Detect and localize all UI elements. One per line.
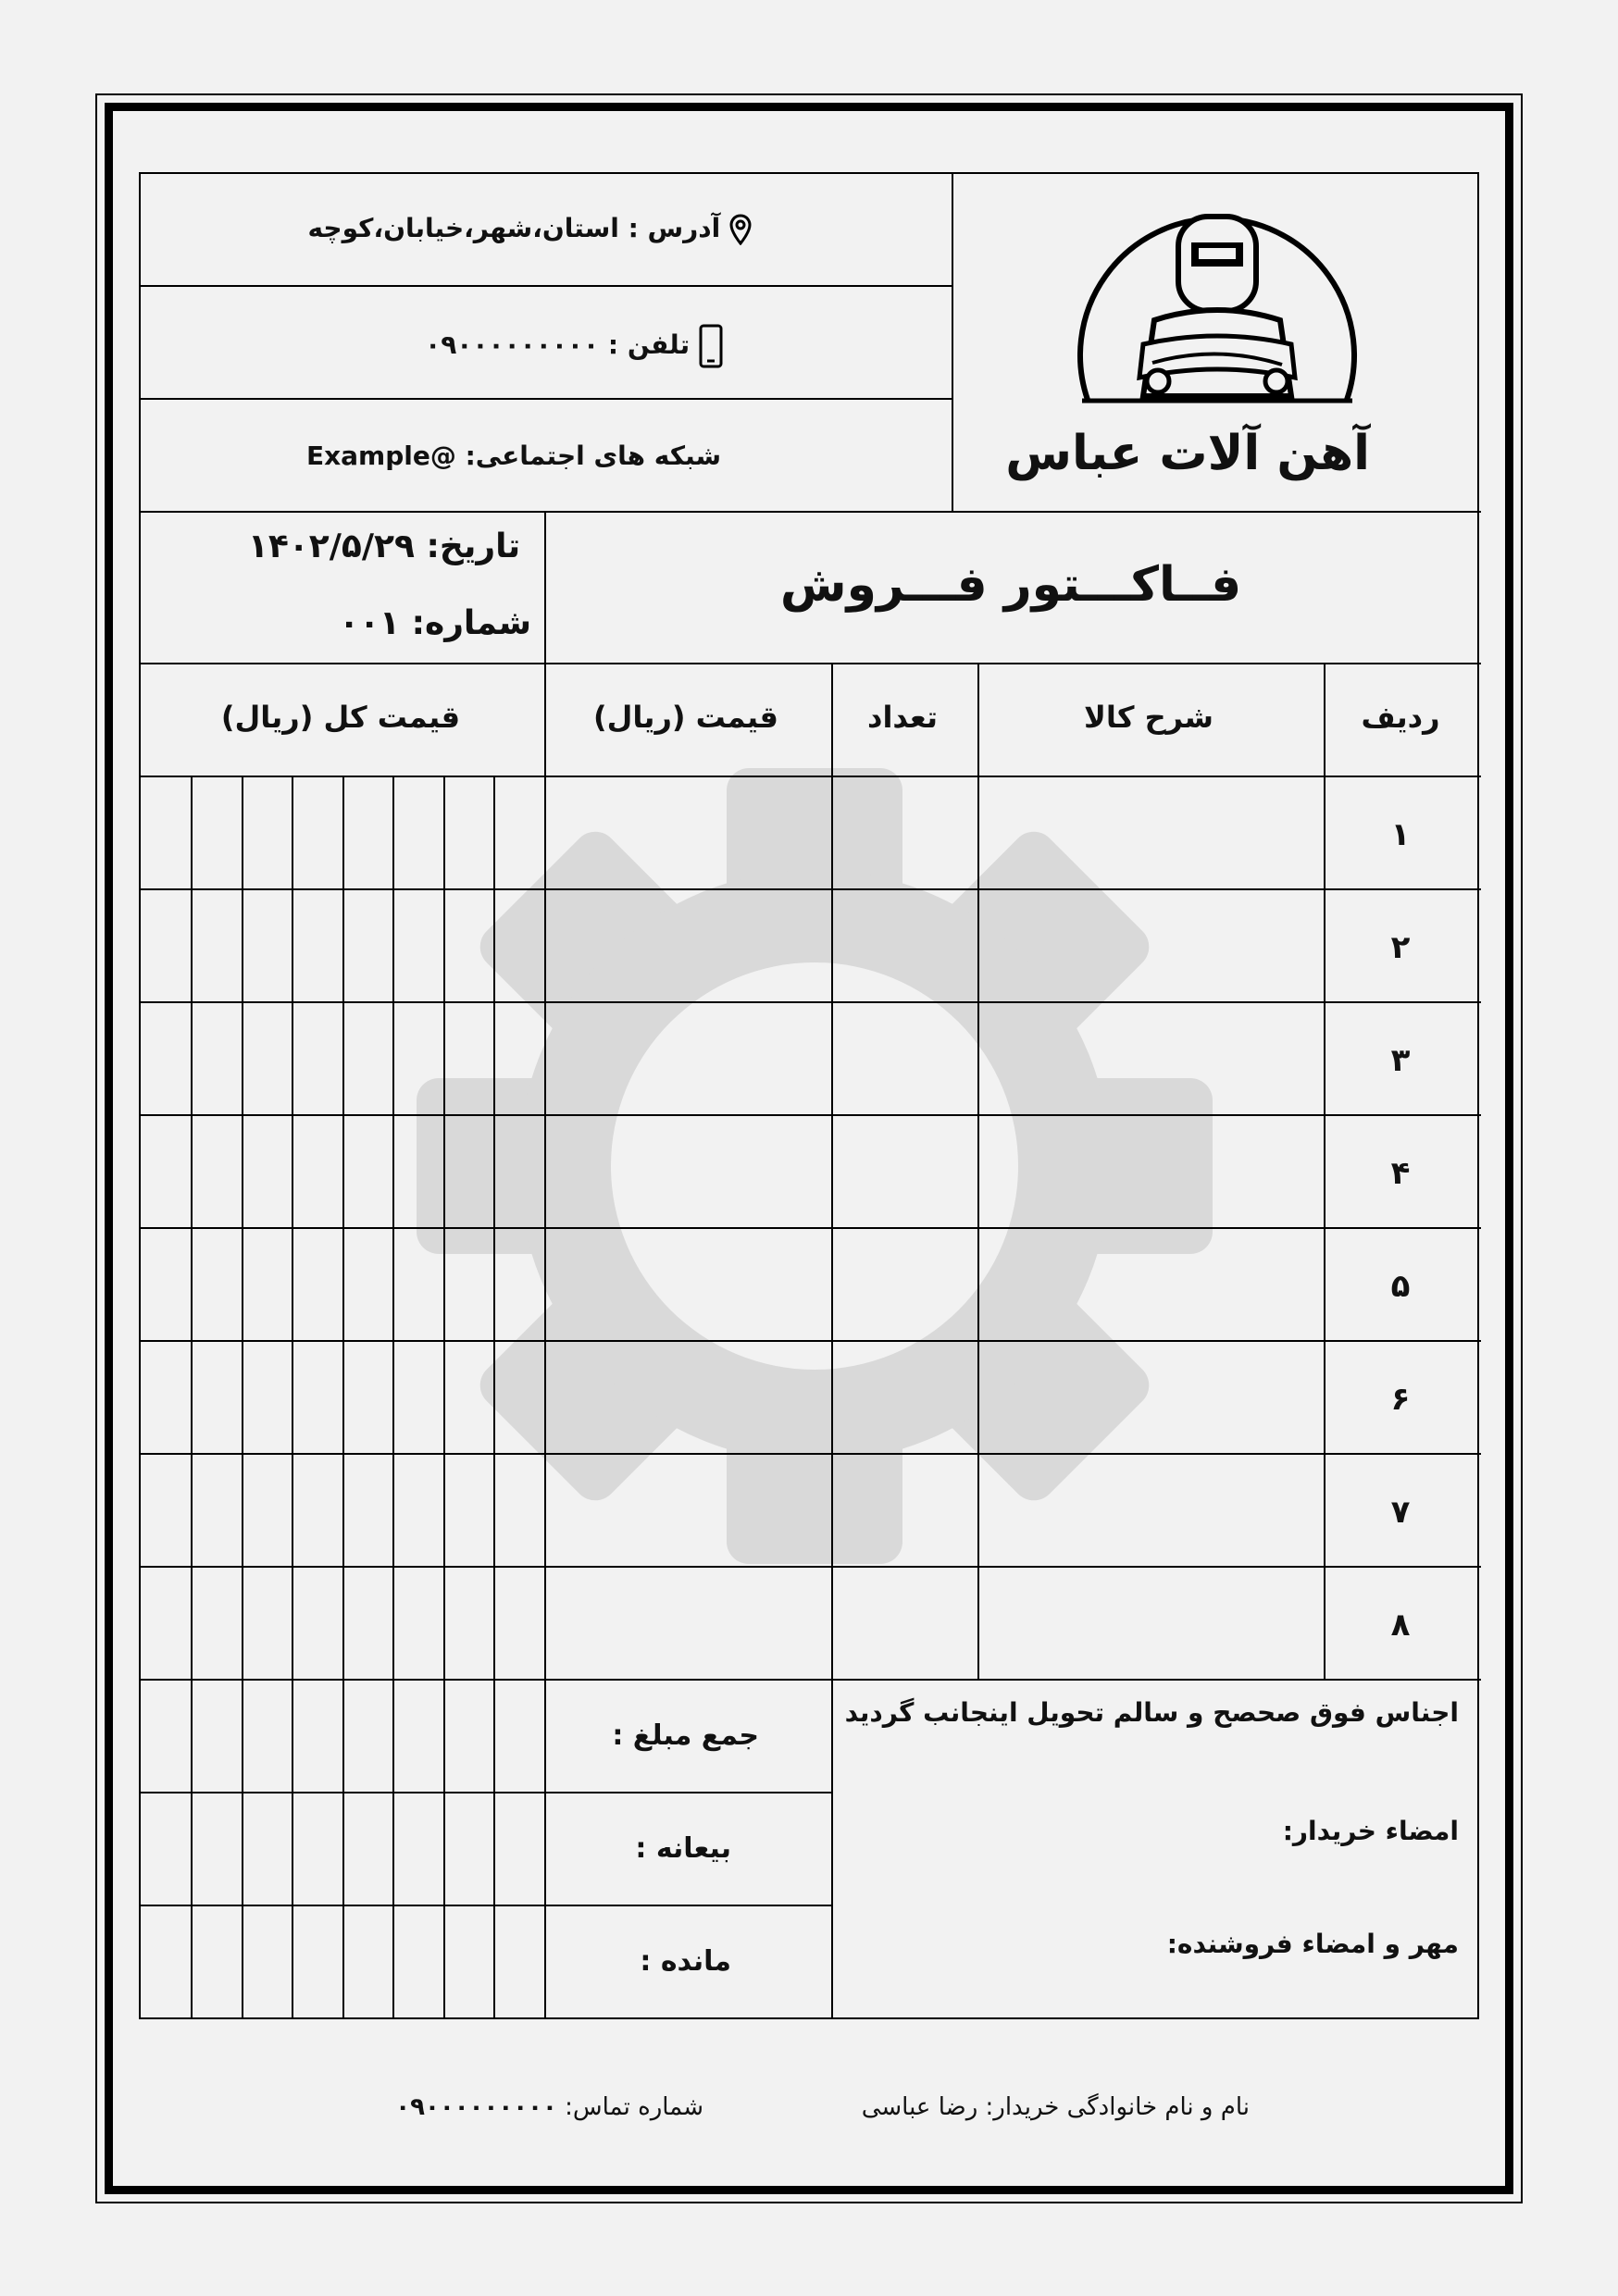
- line: [191, 776, 193, 2019]
- line: [831, 663, 833, 2019]
- confirmation-statement: اجناس فوق صحصح و سالم تحویل اینجانب گردید: [844, 1697, 1459, 1728]
- row-number: ۷: [1390, 1494, 1411, 1531]
- line: [141, 1905, 831, 1906]
- social-line: [278, 441, 750, 471]
- line: [443, 776, 445, 2019]
- invoice-title: فــاکـــتور فـــروش: [779, 557, 1242, 613]
- buyer-signature-label: امضاء خریدار:: [1282, 1816, 1459, 1846]
- line: [342, 776, 344, 2019]
- address-value: استان،شهر،خیابان،کوچه: [307, 213, 619, 243]
- phone-value: ۰۹۰۰۰۰۰۰۰۰۰: [425, 329, 600, 360]
- line: [141, 285, 952, 287]
- line: [977, 663, 979, 1679]
- row-number: ۱: [1390, 816, 1411, 853]
- line: [141, 398, 952, 400]
- header-description: شرح کالا: [1083, 700, 1214, 735]
- header-price: قیمت (ریال): [593, 700, 778, 735]
- date-label: تاریخ:: [426, 527, 521, 565]
- address-label: آدرس :: [628, 213, 721, 243]
- mobile-phone-icon: [699, 324, 723, 368]
- line: [493, 776, 495, 2019]
- phone-line: [398, 324, 750, 368]
- header-quantity: تعداد: [867, 700, 938, 735]
- line: [292, 776, 293, 2019]
- line: [242, 776, 243, 2019]
- buyer-name-line: [722, 2093, 1250, 2121]
- date-value: ۱۴۰۲/۵/۲۹: [247, 527, 415, 565]
- contact-label: شماره تماس:: [565, 2093, 703, 2121]
- company-name: آهن آلات عباس: [1005, 426, 1370, 481]
- contact-number: ۰۹۰۰۰۰۰۰۰۰۰: [395, 2093, 557, 2121]
- row-number: ۶: [1390, 1381, 1411, 1418]
- row-number: ۵: [1390, 1268, 1411, 1305]
- line: [392, 776, 394, 2019]
- row-number: ۲: [1390, 929, 1411, 966]
- social-label: شبکه های اجتماعی:: [465, 441, 722, 471]
- header-total: قیمت کل (ریال): [220, 700, 461, 735]
- row-number: ۳: [1390, 1042, 1411, 1079]
- number-value: ۰۰۱: [339, 604, 401, 642]
- remaining-label: مانده :: [640, 1945, 731, 1978]
- deposit-label: بیعانه :: [635, 1832, 731, 1865]
- phone-label: تلفن :: [607, 329, 691, 360]
- line: [141, 663, 1481, 664]
- buyer-name-label: نام و نام خانوادگی خریدار:: [985, 2093, 1250, 2121]
- location-pin-icon: [729, 214, 752, 245]
- social-value: @Example: [305, 441, 456, 471]
- line: [544, 663, 546, 2019]
- header-divider: [952, 174, 953, 511]
- seller-stamp-label: مهر و امضاء فروشنده:: [1166, 1929, 1459, 1959]
- welder-logo-icon: [1069, 205, 1365, 418]
- line: [141, 511, 1481, 513]
- invoice-number: [333, 604, 531, 642]
- sum-label: جمع مبلغ :: [612, 1719, 759, 1752]
- row-number: ۴: [1390, 1155, 1411, 1192]
- invoice-date: [241, 527, 528, 565]
- buyer-name-value: رضا عباسی: [861, 2093, 978, 2121]
- row-number: ۸: [1390, 1607, 1411, 1644]
- number-label: شماره:: [411, 604, 531, 642]
- contact-line: [352, 2093, 703, 2121]
- line: [141, 1792, 831, 1793]
- header-row: ردیف: [1361, 700, 1440, 735]
- address-line: [307, 213, 752, 245]
